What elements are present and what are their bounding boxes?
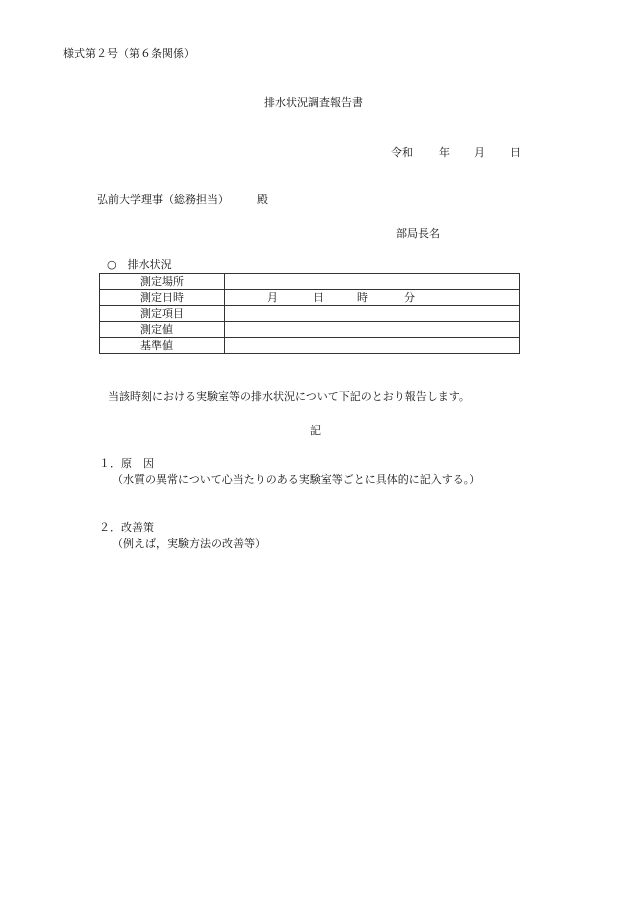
- datetime-month-label: 月: [267, 291, 278, 304]
- date-day-label: 日: [510, 146, 521, 159]
- addressee: 弘前大学理事（総務担当）: [97, 193, 229, 206]
- table-row: [100, 274, 520, 290]
- table-row: [100, 306, 520, 322]
- value-item[interactable]: [225, 306, 520, 322]
- date-month-label: 月: [474, 146, 485, 159]
- datetime-minute-label: 分: [404, 291, 415, 304]
- value-datetime[interactable]: [225, 290, 520, 306]
- date-year-label: 年: [439, 146, 450, 159]
- item-improvement-heading: ２．改善策: [99, 521, 154, 534]
- department-head-name: 部局長名: [396, 227, 440, 240]
- row-label-standard-value: 基準値: [100, 338, 225, 354]
- value-standard[interactable]: [225, 338, 520, 354]
- row-label-location: 測定場所: [100, 274, 225, 290]
- date-era: 令和: [391, 146, 413, 159]
- value-location[interactable]: [225, 274, 520, 290]
- item-cause-note: （水質の異常について心当たりのある実験室等ごとに具体的に記入する。）: [112, 473, 481, 486]
- row-label-measured-value: 測定値: [100, 322, 225, 338]
- row-label-item: 測定項目: [100, 306, 225, 322]
- document-title: 排水状況調査報告書: [264, 96, 363, 109]
- addressee-suffix: 殿: [257, 193, 268, 206]
- table-row: [100, 290, 520, 306]
- section-label: ○ 排水状況: [107, 258, 172, 271]
- item-cause-heading: １．原 因: [99, 457, 154, 470]
- form-number: 様式第２号（第６条関係）: [63, 47, 195, 60]
- report-statement: 当該時刻における実験室等の排水状況について下記のとおり報告します。: [108, 390, 470, 403]
- table-row: [100, 322, 520, 338]
- item-improvement-note: （例えば，実験方法の改善等）: [112, 537, 266, 550]
- row-label-datetime: 測定日時: [100, 290, 225, 306]
- value-measured[interactable]: [225, 322, 520, 338]
- ki-heading: 記: [310, 424, 321, 437]
- table-row: [100, 338, 520, 354]
- datetime-day-label: 日: [313, 291, 324, 304]
- datetime-hour-label: 時: [357, 291, 368, 304]
- drainage-status-table: [99, 273, 520, 354]
